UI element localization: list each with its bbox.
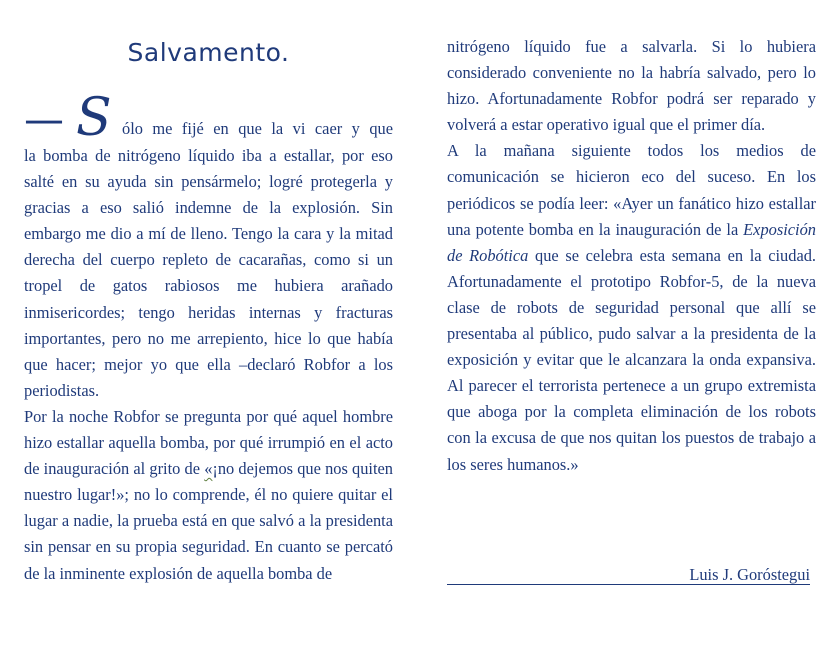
spellcheck-quote-mark[interactable]: « [204,459,213,479]
right-paragraph-2-after: que se celebra esta semana en la ciudad. Afortunadamente el prototipo Robfor-5, de la nueva clase de robots de seguridad personal que allí se presentaba al público, pudo salvar a la presidenta de la exposición y evitar que le alcanzara la onda expansiva. Al parecer el terrorista pertenece a un grupo extremista que aboga por la completa eliminación de los robots con la excusa de que nos quitan los puestos de trabajo a los seres humanos.» [447,245,817,474]
drop-cap: S [76,88,112,148]
story-title: Salvamento. [127,38,290,67]
exhibition-name: Exposición de Robótica [447,219,816,265]
left-column [24,0,393,656]
right-column [447,34,816,478]
second-paragraph-start: Por la noche Robfor se pregunta por qué aquel hombre hizo estallar aquella bomba, por qué irrumpió en el acto de inauguración al grito de [24,406,393,479]
second-paragraph-quote: ¡no dejemos que nos quiten nuestro lugar!»; no lo comprende, él no quiere quitar el lugar a nadie, la prueba está en que salvó a la presidenta sin pensar en su propia seguridad. En cuanto se percató de la inminente explosión de aquella bomba de [24,459,394,583]
author-signature: Luis J. Goróstegui [689,565,810,584]
opening-paragraph [24,88,394,587]
right-paragraph-2 [447,138,816,477]
signature-rule [447,584,810,585]
right-paragraph-1: nitrógeno líquido fue a salvarla. Si lo hubiera considerado conveniente no la habría salvado, pero lo hizo. Afortunadamente Robfor podrá ser reparado y volverá a estar operativo igual que el primer día. [447,37,816,135]
first-line [24,88,393,148]
opening-paragraph-body: la bomba de nitrógeno líquido iba a estallar, por eso salté en su ayuda sin pensármelo; logré protegerla y gracias a eso salió indemne de la explosión. Sin embargo me dio a mí de lleno. Tengo la cara y la mitad derecha del cuerpo repleto de cacarañas, como si un tropel de gatos rabiosos me hubiera arañado inmisericordes; tengo heridas internas y fracturas importantes, pero no me arrepiento, hice lo que había que hacer; mejor yo que ella –declaró Robfor a los periodistas. [24,146,393,400]
right-paragraph-2-before: A la mañana siguiente todos los medios de comunicación se hicieron eco del suceso. En los periódicos se podía leer: «Ayer un fanático hizo estallar una potente bomba en la inauguración de la [447,141,816,239]
opening-dash: — [24,97,64,143]
second-paragraph [24,404,393,587]
first-line-text: ólo me fijé en que la vi caer y que [122,119,393,138]
